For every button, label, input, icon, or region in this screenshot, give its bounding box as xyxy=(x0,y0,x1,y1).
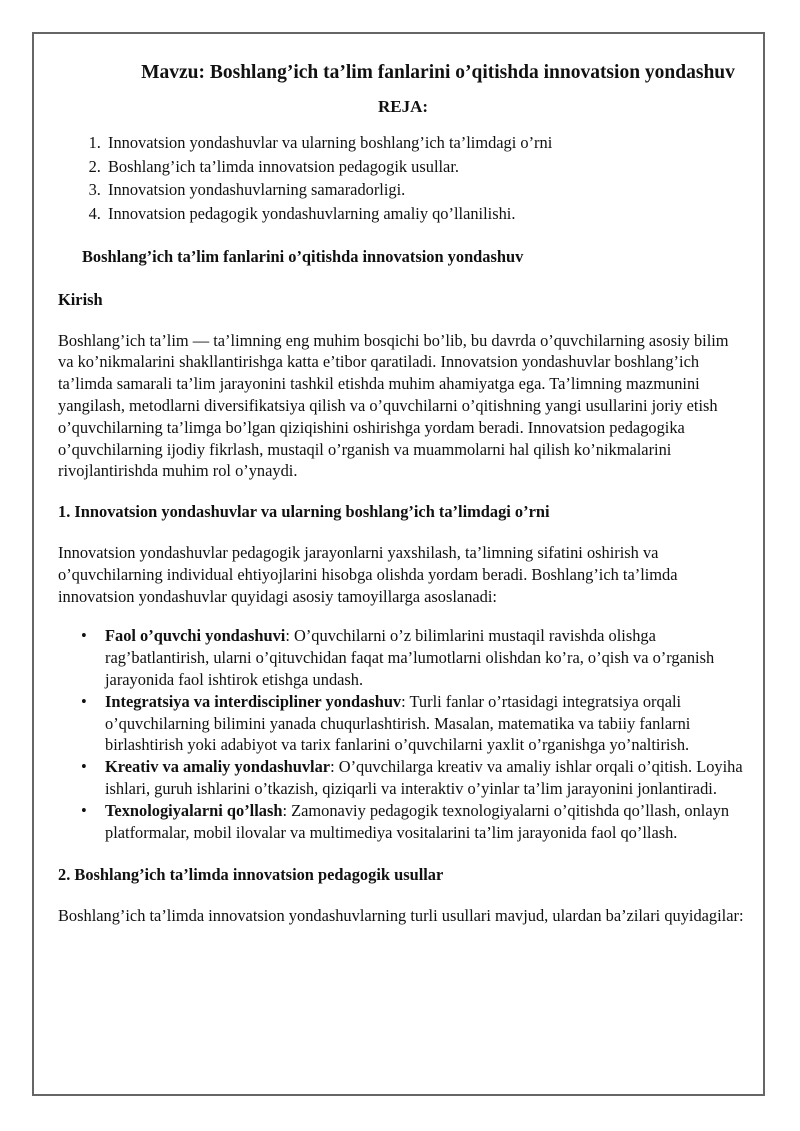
plan-item: 4. Innovatsion pedagogik yondashuvlarning amaliy qo’llanilishi. xyxy=(105,203,748,225)
bullet-term: Faol o’quvchi yondashuvi xyxy=(105,626,286,646)
principles-list xyxy=(58,625,748,843)
plan-heading: REJA: xyxy=(377,97,429,116)
list-item xyxy=(81,625,748,690)
bullet-text: : Zamonaviy pedagogik texnologiyalarni o’qitishda qo’llash, onlayn platformalar, mobil ilovalar va multimediya vositalarini ta’lim jarayonida faol qo’llash. xyxy=(105,800,730,842)
bullet-icon: • xyxy=(81,800,87,820)
plan-item: 3. Innovatsion yondashuvlarning samaradorligi. xyxy=(105,179,748,201)
list-item xyxy=(81,756,748,800)
plan-item: 1. Innovatsion yondashuvlar va ularning boshlang’ich ta’limdagi o’rni xyxy=(105,132,748,154)
bullet-text: : Turli fanlar o’rtasidagi integratsiya orqali o’quvchilarning bilimini yanada chuqurlashtirish. Masalan, matematika va tabiiy fanlarni birlashtirish yoki adabiyot va tarix fanlarini o’quvchilarni yaxlit o’rganishga yo’naltirish. xyxy=(105,691,691,755)
bullet-icon: • xyxy=(81,757,87,777)
section2-paragraph: Boshlang’ich ta’limda innovatsion yondashuvlarning turli usullari mavjud, ulardan ba’zilari quyidagilar: xyxy=(58,906,744,926)
intro-paragraph: Boshlang’ich ta’lim — ta’limning eng muhim bosqichi bo’lib, bu davrda o’quvchilarning asosiy bilim va ko’nikmalarini shakllantirishga katta e’tibor qaratiladi. Innovatsion yondashuvlar boshlang’ich ta’limda samarali ta’lim jarayonini tashkil etishda muhim ahamiyatga ega. Ta’limning mazmunini yangilash, metodlarni diversifikatsiya qilish va o’quvchilarni o’qitishning yangi usullarini joriy etish o’quvchilarning ta’limga bo’lgan qiziqishini oshirishga yordam beradi. Innovatsion pedagogika o’quvchilarning ijodiy fikrlash, mustaqil o’rganish va muammolarni hal qilish ko’nikmalarini rivojlantirishda muhim rol o’ynaydi. xyxy=(58,330,729,481)
bullet-term: Kreativ va amaliy yondashuvlar xyxy=(105,757,331,777)
bullet-term: Integratsiya va interdiscipliner yondashuv xyxy=(105,691,402,711)
intro-heading: Kirish xyxy=(58,289,103,309)
section2-heading: 2. Boshlang’ich ta’limda innovatsion pedagogik usullar xyxy=(58,865,444,885)
plan-list xyxy=(58,132,748,225)
document-title: Mavzu: Boshlang’ich ta’lim fanlarini o’qitishda innovatsion yondashuv xyxy=(141,62,735,83)
bullet-icon: • xyxy=(81,626,87,646)
section1-heading: 1. Innovatsion yondashuvlar va ularning boshlang’ich ta’limdagi o’rni xyxy=(58,502,550,522)
bullet-term: Texnologiyalarni qo’llash xyxy=(105,800,283,820)
document-body xyxy=(58,58,748,927)
list-item xyxy=(81,800,748,844)
bullet-icon: • xyxy=(81,691,87,711)
section1-paragraph: Innovatsion yondashuvlar pedagogik jarayonlarni yaxshilash, ta’limning sifatini oshirish va o’quvchilarning individual ehtiyojlarini hisobga olishda yordam beradi. Boshlang’ich ta’limda innovatsion yondashuvlar quyidagi asosiy tamoyillarga asoslanadi: xyxy=(58,542,678,606)
subtitle: Boshlang’ich ta’lim fanlarini o’qitishda innovatsion yondashuv xyxy=(82,246,524,266)
list-item xyxy=(81,691,748,756)
bullet-text: : O’quvchilarni o’z bilimlarini mustaqil ravishda olishga rag’batlantirish, ularni o’qituvchidan faqat ma’lumotlarni olishdan ko’ra, o’qish va o’rganish jarayonida faol ishtirok etishga undash. xyxy=(105,626,715,689)
bullet-text: : O’quvchilarga kreativ va amaliy ishlar orqali o’qitish. Loyiha ishlari, guruh ishlarini o’tkazish, qiziqarli va interaktiv o’yinlar ta’lim jarayonini jonlantiradi. xyxy=(105,757,743,798)
plan-item: 2. Boshlang’ich ta’limda innovatsion pedagogik usullar. xyxy=(105,156,748,178)
